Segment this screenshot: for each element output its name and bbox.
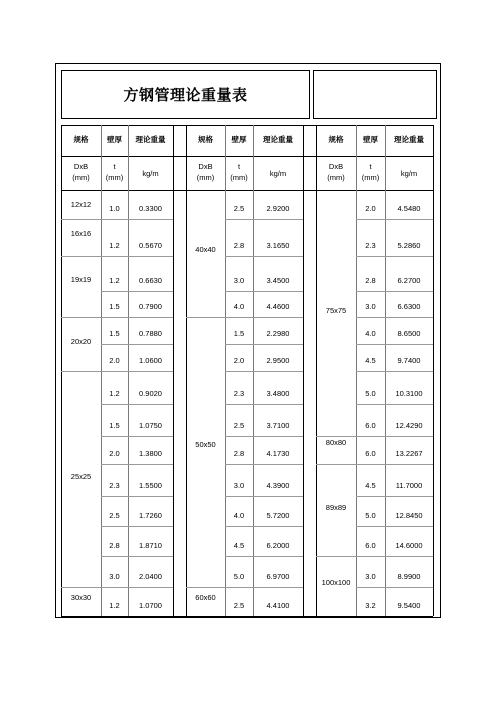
row-rule bbox=[101, 291, 173, 292]
row-rule bbox=[101, 556, 173, 557]
column-rule bbox=[316, 125, 317, 616]
spec-cell: 89x89 bbox=[325, 503, 347, 512]
weight-cell: 3.4800 bbox=[266, 389, 290, 398]
spec-cell: 60x60 bbox=[195, 593, 216, 602]
weight-cell: 1.8710 bbox=[139, 541, 162, 550]
row-rule bbox=[101, 464, 173, 465]
weight-cell: 10.3100 bbox=[395, 389, 423, 398]
weight-cell: 1.0750 bbox=[139, 421, 162, 430]
thickness-cell: 5.0 bbox=[365, 511, 376, 520]
thickness-cell: 2.5 bbox=[233, 421, 245, 430]
row-rule bbox=[225, 556, 303, 557]
unit-spec: DxB (mm) bbox=[196, 162, 215, 182]
row-rule bbox=[225, 344, 303, 345]
spec-rule bbox=[186, 587, 225, 588]
row-rule bbox=[356, 256, 433, 257]
thickness-cell: 1.2 bbox=[109, 241, 120, 250]
thickness-cell: 6.0 bbox=[365, 449, 376, 458]
unit-weight: kg/m bbox=[400, 169, 418, 178]
column-header-weight: 理论重量 bbox=[263, 135, 293, 144]
weight-cell: 0.6630 bbox=[139, 276, 162, 285]
thickness-cell: 2.8 bbox=[109, 541, 120, 550]
row-rule bbox=[356, 344, 433, 345]
row-rule bbox=[356, 496, 433, 497]
thickness-cell: 2.8 bbox=[233, 449, 245, 458]
weight-cell: 0.9020 bbox=[139, 389, 162, 398]
row-rule bbox=[356, 587, 433, 588]
spec-cell: 19x19 bbox=[70, 275, 92, 284]
thickness-cell: 1.5 bbox=[109, 421, 120, 430]
weight-cell: 0.5670 bbox=[139, 241, 162, 250]
weight-cell: 9.7400 bbox=[397, 356, 421, 365]
row-rule bbox=[356, 219, 433, 220]
weight-cell: 1.7260 bbox=[139, 511, 162, 520]
spec-cell: 75x75 bbox=[325, 306, 347, 315]
spec-rule bbox=[61, 256, 101, 257]
unit-spec: DxB (mm) bbox=[72, 162, 90, 182]
spec-cell: 12x12 bbox=[70, 200, 92, 209]
weight-cell: 3.1650 bbox=[266, 241, 290, 250]
weight-cell: 1.3800 bbox=[139, 449, 162, 458]
unit-thickness: t (mm) bbox=[230, 162, 248, 182]
row-rule bbox=[101, 219, 173, 220]
thickness-cell: 3.0 bbox=[109, 572, 120, 581]
spec-rule bbox=[316, 464, 356, 465]
thickness-cell: 2.5 bbox=[109, 511, 120, 520]
row-rule bbox=[356, 556, 433, 557]
row-rule bbox=[356, 436, 433, 437]
row-rule bbox=[225, 219, 303, 220]
thickness-cell: 2.0 bbox=[109, 356, 120, 365]
row-rule bbox=[101, 317, 173, 318]
spec-rule bbox=[316, 436, 356, 437]
header-bottom-rule bbox=[61, 156, 433, 157]
table-top-rule bbox=[61, 125, 433, 126]
weight-cell: 1.0600 bbox=[139, 356, 162, 365]
spec-rule bbox=[61, 587, 101, 588]
thickness-cell: 1.2 bbox=[109, 389, 120, 398]
row-rule bbox=[225, 256, 303, 257]
unit-spec: DxB (mm) bbox=[327, 162, 345, 182]
row-rule bbox=[356, 291, 433, 292]
weight-cell: 4.1730 bbox=[266, 449, 290, 458]
weight-cell: 4.3900 bbox=[266, 481, 290, 490]
page-title: 方钢管理论重量表 bbox=[123, 87, 248, 104]
unit-bottom-rule bbox=[61, 190, 433, 191]
row-rule bbox=[225, 587, 303, 588]
title-box bbox=[61, 70, 310, 119]
thickness-cell: 2.0 bbox=[365, 204, 376, 213]
row-rule bbox=[356, 526, 433, 527]
thickness-cell: 4.5 bbox=[365, 356, 376, 365]
thickness-cell: 4.0 bbox=[365, 329, 376, 338]
weight-cell: 11.7000 bbox=[395, 481, 423, 490]
thickness-cell: 3.0 bbox=[233, 481, 245, 490]
column-rule bbox=[186, 125, 187, 616]
row-rule bbox=[101, 496, 173, 497]
spec-cell: 50x50 bbox=[195, 440, 216, 449]
thickness-cell: 1.5 bbox=[109, 302, 120, 311]
column-header-weight: 理论重量 bbox=[135, 135, 166, 144]
thickness-cell: 6.0 bbox=[365, 421, 376, 430]
spec-rule bbox=[61, 317, 101, 318]
row-rule bbox=[225, 436, 303, 437]
column-rule bbox=[173, 125, 174, 616]
thickness-cell: 3.0 bbox=[233, 276, 245, 285]
weight-cell: 12.4290 bbox=[395, 421, 423, 430]
row-rule bbox=[356, 317, 433, 318]
thickness-cell: 5.0 bbox=[233, 572, 245, 581]
column-rule bbox=[303, 125, 304, 616]
thickness-cell: 1.5 bbox=[233, 329, 245, 338]
row-rule bbox=[225, 317, 303, 318]
weight-cell: 6.6300 bbox=[397, 302, 421, 311]
weight-cell: 4.5480 bbox=[397, 204, 421, 213]
thickness-cell: 2.0 bbox=[233, 356, 245, 365]
weight-cell: 0.3300 bbox=[139, 204, 162, 213]
row-rule bbox=[101, 526, 173, 527]
weight-cell: 0.7900 bbox=[139, 302, 162, 311]
spec-rule bbox=[316, 556, 356, 557]
thickness-cell: 3.0 bbox=[365, 572, 376, 581]
thickness-cell: 2.5 bbox=[233, 204, 245, 213]
spec-cell: 100x100 bbox=[321, 578, 351, 587]
column-header-thickness: 壁厚 bbox=[363, 135, 378, 144]
weight-cell: 14.6000 bbox=[395, 541, 423, 550]
weight-table-sheet bbox=[55, 63, 441, 618]
thickness-cell: 2.8 bbox=[365, 276, 376, 285]
weight-cell: 5.2860 bbox=[397, 241, 421, 250]
weight-cell: 2.2980 bbox=[266, 329, 290, 338]
weight-cell: 1.0700 bbox=[139, 601, 162, 610]
weight-cell: 2.0400 bbox=[139, 572, 162, 581]
row-rule bbox=[356, 371, 433, 372]
thickness-cell: 1.0 bbox=[109, 204, 120, 213]
spec-rule bbox=[186, 317, 225, 318]
weight-cell: 6.2700 bbox=[397, 276, 421, 285]
thickness-cell: 1.2 bbox=[109, 601, 120, 610]
weight-cell: 12.8450 bbox=[395, 511, 423, 520]
row-rule bbox=[225, 371, 303, 372]
thickness-cell: 3.2 bbox=[365, 601, 376, 610]
thickness-cell: 2.0 bbox=[109, 449, 120, 458]
spec-cell: 40x40 bbox=[195, 245, 216, 254]
column-header-spec: 规格 bbox=[198, 135, 213, 144]
weight-cell: 3.7100 bbox=[266, 421, 290, 430]
spec-cell: 80x80 bbox=[325, 438, 347, 447]
spec-cell: 20x20 bbox=[70, 337, 92, 346]
unit-thickness: t (mm) bbox=[105, 162, 124, 182]
weight-cell: 1.5500 bbox=[139, 481, 162, 490]
thickness-cell: 2.3 bbox=[109, 481, 120, 490]
thickness-cell: 4.0 bbox=[233, 511, 245, 520]
row-rule bbox=[101, 256, 173, 257]
column-header-weight: 理论重量 bbox=[394, 135, 424, 144]
row-rule bbox=[225, 496, 303, 497]
weight-cell: 4.4600 bbox=[266, 302, 290, 311]
weight-cell: 2.9500 bbox=[266, 356, 290, 365]
column-header-spec: 规格 bbox=[328, 135, 344, 144]
weight-cell: 4.4100 bbox=[266, 601, 290, 610]
row-rule bbox=[356, 464, 433, 465]
row-rule bbox=[101, 436, 173, 437]
column-header-spec: 规格 bbox=[73, 135, 89, 144]
thickness-cell: 5.0 bbox=[365, 389, 376, 398]
row-rule bbox=[356, 404, 433, 405]
thickness-cell: 3.0 bbox=[365, 302, 376, 311]
weight-cell: 6.2000 bbox=[266, 541, 290, 550]
column-rule bbox=[433, 125, 434, 616]
thickness-cell: 2.8 bbox=[233, 241, 245, 250]
thickness-cell: 6.0 bbox=[365, 541, 376, 550]
row-rule bbox=[225, 291, 303, 292]
column-header-thickness: 壁厚 bbox=[107, 135, 122, 144]
thickness-cell: 2.5 bbox=[233, 601, 245, 610]
table-bottom-rule bbox=[61, 616, 433, 617]
row-rule bbox=[225, 404, 303, 405]
weight-cell: 9.5400 bbox=[397, 601, 421, 610]
row-rule bbox=[101, 587, 173, 588]
spec-rule bbox=[61, 371, 101, 372]
spec-cell: 16x16 bbox=[70, 229, 92, 238]
thickness-cell: 4.5 bbox=[233, 541, 245, 550]
thickness-cell: 4.0 bbox=[233, 302, 245, 311]
weight-cell: 6.9700 bbox=[266, 572, 290, 581]
unit-weight: kg/m bbox=[269, 169, 287, 178]
weight-cell: 3.4500 bbox=[266, 276, 290, 285]
row-rule bbox=[101, 371, 173, 372]
spec-cell: 30x30 bbox=[70, 593, 92, 602]
row-rule bbox=[101, 344, 173, 345]
row-rule bbox=[101, 404, 173, 405]
weight-cell: 0.7880 bbox=[139, 329, 162, 338]
thickness-cell: 2.3 bbox=[233, 389, 245, 398]
spec-cell: 25x25 bbox=[70, 472, 92, 481]
spec-rule bbox=[61, 219, 101, 220]
title-side-box bbox=[313, 70, 437, 119]
weight-cell: 8.6500 bbox=[397, 329, 421, 338]
row-rule bbox=[225, 526, 303, 527]
column-header-thickness: 壁厚 bbox=[231, 135, 247, 144]
weight-cell: 5.7200 bbox=[266, 511, 290, 520]
unit-thickness: t (mm) bbox=[361, 162, 380, 182]
thickness-cell: 4.5 bbox=[365, 481, 376, 490]
row-rule bbox=[225, 464, 303, 465]
thickness-cell: 1.5 bbox=[109, 329, 120, 338]
thickness-cell: 2.3 bbox=[365, 241, 376, 250]
weight-cell: 8.9900 bbox=[397, 572, 421, 581]
weight-cell: 13.2267 bbox=[395, 449, 423, 458]
unit-weight: kg/m bbox=[142, 169, 159, 178]
weight-cell: 2.9200 bbox=[266, 204, 290, 213]
thickness-cell: 1.2 bbox=[109, 276, 120, 285]
